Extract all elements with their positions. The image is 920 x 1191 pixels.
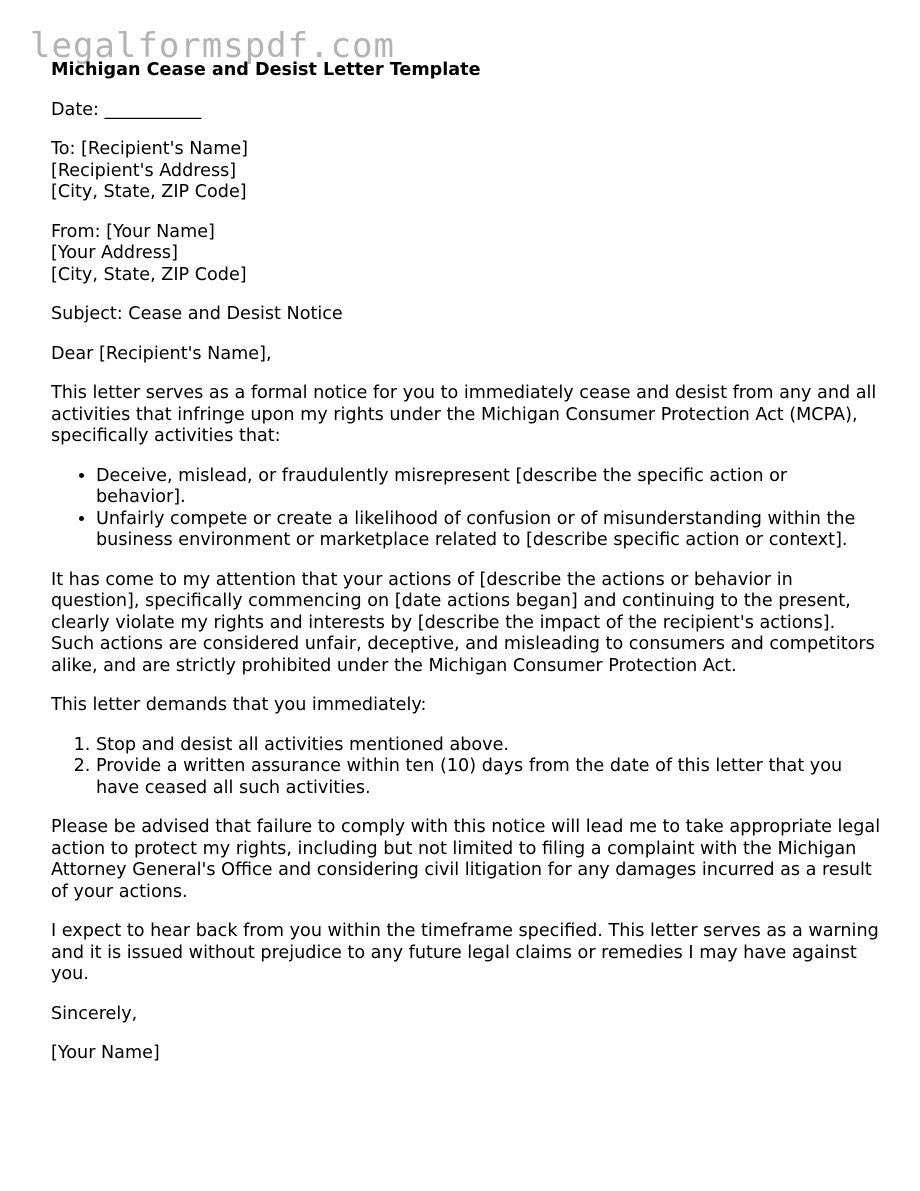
- demands-intro: This letter demands that you immediately:: [51, 695, 427, 715]
- attention-paragraph: It has come to my attention that your actions of [describe the actions or behavior in question], specifically commencing on [date actions began] and continuing to the present, clearly violate my rights and interests by [describe the impact of the recipient's actions]. Such actions are considered unfair, deceptive, and misleading to consumers and competitors alike, and are strictly prohibited under the Michigan Consumer Protection Act.: [51, 569, 875, 676]
- list-item: 1. Stop and desist all activities mentioned above.: [96, 735, 881, 757]
- closing: Sincerely,: [51, 1003, 138, 1024]
- subject-line: Subject: Cease and Desist Notice: [51, 304, 343, 324]
- signature: [Your Name]: [51, 1043, 160, 1063]
- recipient-city: [City, State, ZIP Code]: [51, 182, 247, 202]
- recipient-name: To: [Recipient's Name]: [51, 139, 249, 159]
- sender-address: [Your Address]: [51, 243, 178, 263]
- recipient-block: [51, 139, 881, 204]
- sender-block: [51, 222, 881, 287]
- list-item: • Deceive, mislead, or fraudulently misrepresent [describe the specific action or behavior].: [96, 466, 881, 509]
- demands-list: [51, 735, 881, 800]
- date-line: Date: ___________: [51, 99, 202, 120]
- list-item: 2. Provide a written assurance within ten (10) days from the date of this letter that you have ceased all such activities.: [96, 756, 881, 799]
- activities-list: [51, 466, 881, 552]
- sender-name: From: [Your Name]: [51, 221, 215, 242]
- list-item: • Unfairly compete or create a likelihood of confusion or of misunderstanding within the business environment or marketplace related to [describe specific action or context].: [96, 509, 881, 552]
- sender-city: [City, State, ZIP Code]: [51, 264, 247, 285]
- greeting: Dear [Recipient's Name],: [51, 343, 272, 364]
- letter-document: [51, 60, 881, 1083]
- document-title: Michigan Cease and Desist Letter Template: [51, 60, 481, 80]
- advised-paragraph: Please be advised that failure to comply with this notice will lead me to take appropriate legal action to protect my rights, including but not limited to filing a complaint with the Michigan Attorney General's Office and considering civil litigation for any damages incurred as a result of your actions.: [51, 817, 881, 902]
- expect-paragraph: I expect to hear back from you within the timeframe specified. This letter serves as a warning and it is issued without prejudice to any future legal claims or remedies I may have against you.: [51, 921, 879, 984]
- watermark-text: legalformspdf.com: [30, 26, 395, 66]
- recipient-address: [Recipient's Address]: [51, 160, 237, 181]
- intro-paragraph: This letter serves as a formal notice for you to immediately cease and desist from any and all activities that infringe upon my rights under the Michigan Consumer Protection Act (MCPA), specifically activities that:: [51, 383, 877, 446]
